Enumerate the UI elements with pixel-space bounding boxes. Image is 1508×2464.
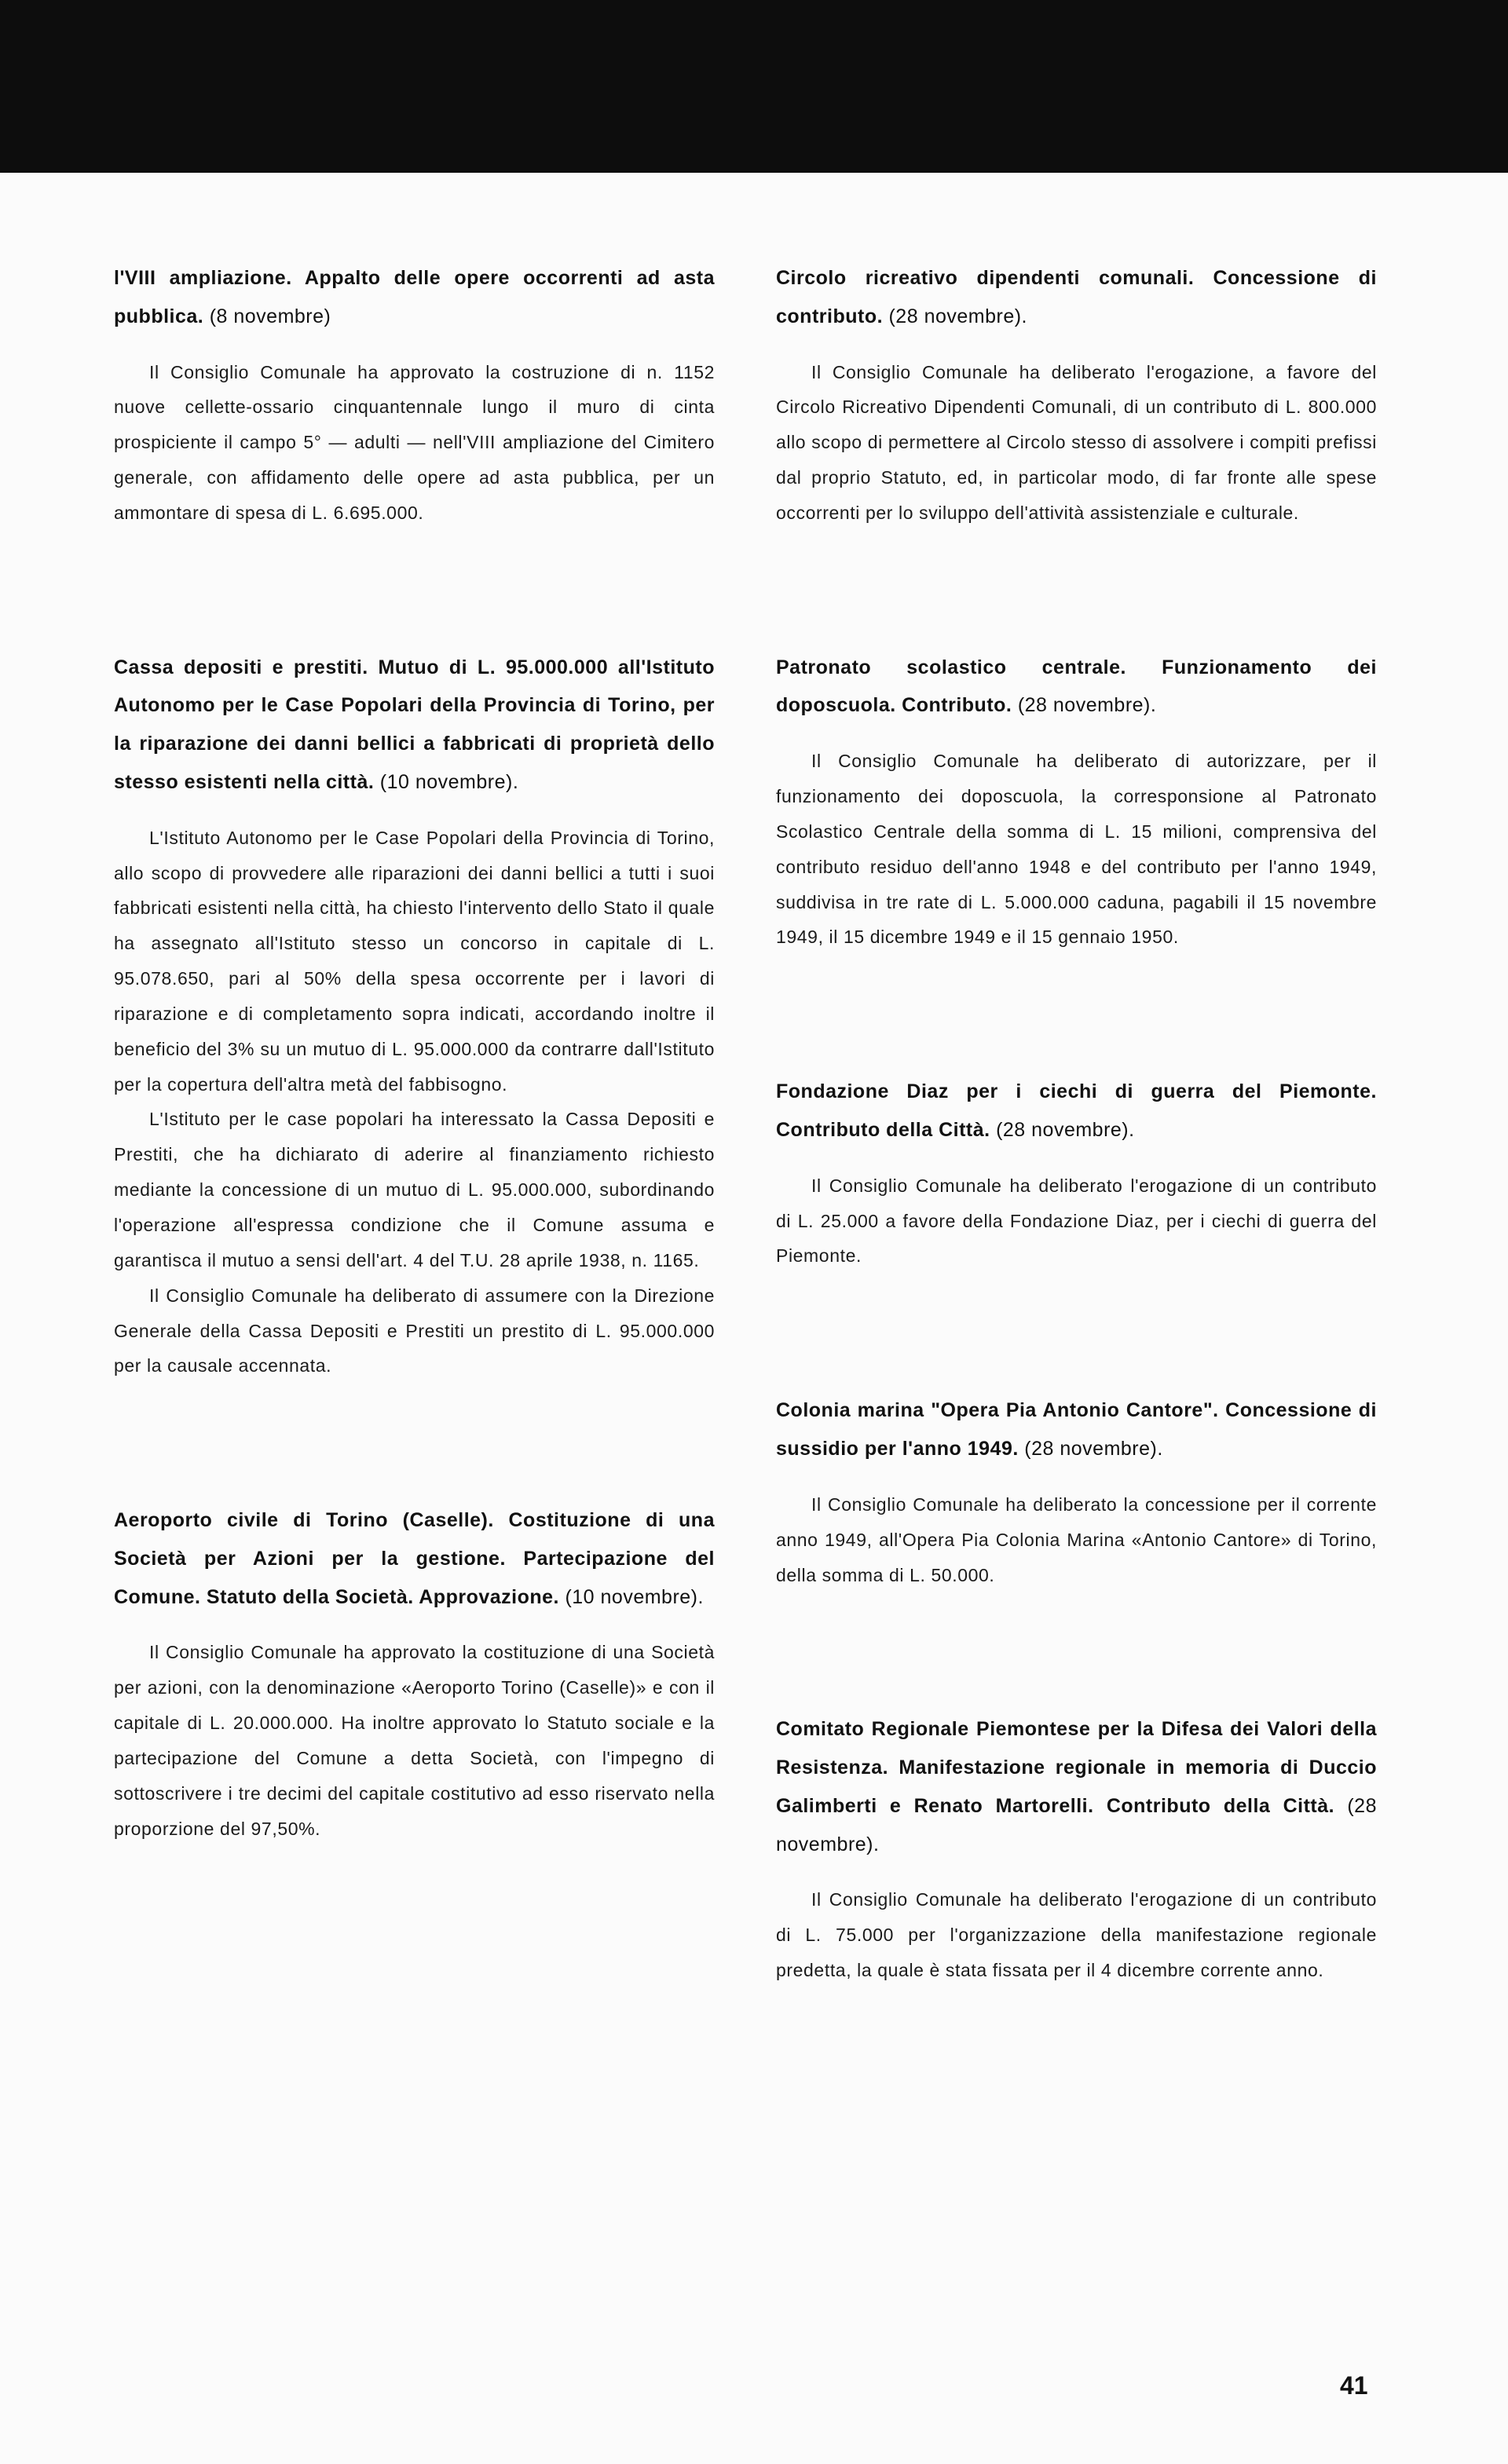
article-paragraph: Il Consiglio Comunale ha deliberato l'erogazione di un contributo di L. 25.000 a favore della Fondazione Diaz, per i ciechi di guerra del Piemonte. <box>776 1175 1377 1267</box>
article-paragraph: Il Consiglio Comunale ha deliberato di autorizzare, per il funzionamento dei doposcuola, la corresponsione al Patronato Scolastico Centrale della somma di L. 15 milioni, comprensiva del contributo residuo dell'anno 1948 e del contributo per l'anno 1949, suddivisa in tre rate di L. 5.000.000 caduna, pagabili il 15 novembre 1949, il 15 dicembre 1949 e il 15 gennaio 1950. <box>776 751 1377 948</box>
article-paragraph: L'Istituto per le case popolari ha interessato la Cassa Depositi e Prestiti, che ha dichiarato di aderire al finanziamento richiesto mediante la concessione di un mutuo di L. 95.000.000, subordinando l'operazione all'espressa condizione che il Comune assuma e garantisca il mutuo a sensi dell'art. 4 del T.U. 28 aprile 1938, n. 1165. <box>114 1109 715 1270</box>
article-circolo <box>776 259 1377 531</box>
article-date: (8 novembre) <box>209 305 331 327</box>
article-patronato <box>776 649 1377 956</box>
article-paragraph: Il Consiglio Comunale ha deliberato la concessione per il corrente anno 1949, all'Opera Pia Colonia Marina «Antonio Cantore» di Torino, della somma di L. 50.000. <box>776 1493 1377 1585</box>
article-colonia-marina <box>776 1391 1377 1592</box>
article-date: (28 novembre). <box>1024 1438 1163 1460</box>
article-paragraph: L'Istituto Autonomo per le Case Popolari della Provincia di Torino, allo scopo di provvedere alle riparazioni dei danni bellici a tutti i suoi fabbricati esistenti nella città, ha chiesto l'intervento dello Stato il quale ha assegnato all'Istituto stesso un concorso in capitale di L. 95.078.650, pari al 50% della spesa occorrente per i lavori di riparazione e di completamento sopra indicati, accordando inoltre il beneficio del 3% su un mutuo di L. 95.000.000 da contrarre dall'Istituto per la copertura dell'altra metà del fabbisogno. <box>114 827 715 1095</box>
left-column <box>114 259 715 1847</box>
article-date: (28 novembre). <box>1017 694 1157 717</box>
article-cimitero <box>114 259 715 531</box>
article-paragraph: Il Consiglio Comunale ha deliberato di assumere con la Direzione Generale della Cassa Depositi e Prestiti un prestito di L. 95.000.000 per la causale accennata. <box>114 1285 715 1376</box>
article-headline: Patronato scolastico centrale. Funzionamento dei doposcuola. Contributo. (28 novembre). <box>776 656 1377 717</box>
article-fondazione-diaz <box>776 1073 1377 1274</box>
article-date: (28 novembre). <box>888 305 1028 327</box>
scan-top-border <box>0 0 1508 173</box>
article-headline: Aeroporto civile di Torino (Caselle). Costituzione di una Società per Azioni per la gestione. Partecipazione del Comune. Statuto della Società. Approvazione. (10 novembre). <box>114 1509 715 1608</box>
article-date: (28 novembre). <box>776 1794 1377 1855</box>
article-paragraph: Il Consiglio Comunale ha deliberato l'erogazione, a favore del Circolo Ricreativo Dipendenti Comunali, di un contributo di L. 800.000 allo scopo di permettere al Circolo stesso di assolvere i compiti prefissi dal proprio Statuto, ed, in particolar modo, di far fronte alle spese occorrenti per lo sviluppo dell'attività assistenziale e culturale. <box>776 361 1377 523</box>
right-column <box>776 259 1377 1988</box>
article-date: (10 novembre). <box>379 770 519 793</box>
page-number: 41 <box>1340 2371 1368 2400</box>
article-headline: Circolo ricreativo dipendenti comunali. Concessione di contributo. (28 novembre). <box>776 267 1377 327</box>
article-comitato-resistenza <box>776 1710 1377 1988</box>
article-headline: Cassa depositi e prestiti. Mutuo di L. 95.000.000 all'Istituto Autonomo per le Case Popolari della Provincia di Torino, per la riparazione dei danni bellici a fabbricati di proprietà dello stesso esistenti nella città. (10 novembre). <box>114 656 715 793</box>
article-headline: l'VIII ampliazione. Appalto delle opere occorrenti ad asta pubblica. (8 novembre) <box>114 267 715 327</box>
article-date: (10 novembre). <box>565 1585 704 1608</box>
article-paragraph: Il Consiglio Comunale ha approvato la costituzione di una Società per azioni, con la denominazione «Aeroporto Torino (Caselle)» e con il capitale di L. 20.000.000. Ha inoltre approvato lo Statuto sociale e la partecipazione del Comune a detta Società, con l'impegno di sottoscrivere i tre decimi del capitale costitutivo ad esso riservato nella proporzione del 97,50%. <box>114 1642 715 1839</box>
article-headline: Fondazione Diaz per i ciechi di guerra del Piemonte. Contributo della Città. (28 novembre). <box>776 1080 1377 1142</box>
article-headline: Comitato Regionale Piemontese per la Difesa dei Valori della Resistenza. Manifestazione regionale in memoria di Duccio Galimberti e Renato Martorelli. Contributo della Città. (28 novembre). <box>776 1718 1377 1855</box>
article-aeroporto <box>114 1501 715 1846</box>
article-paragraph: Il Consiglio Comunale ha approvato la costruzione di n. 1152 nuove cellette-ossario cinquantennale lungo il muro di cinta prospiciente il campo 5° — adulti — nell'VIII ampliazione del Cimitero generale, con affidamento delle opere ad asta pubblica, per un ammontare di spesa di L. 6.695.000. <box>114 361 715 523</box>
article-paragraph: Il Consiglio Comunale ha deliberato l'erogazione di un contributo di L. 75.000 per l'organizzazione della manifestazione regionale predetta, la quale è stata fissata per il 4 dicembre corrente anno. <box>776 1889 1377 1981</box>
article-headline: Colonia marina "Opera Pia Antonio Cantore". Concessione di sussidio per l'anno 1949. (28 novembre). <box>776 1399 1377 1460</box>
article-cassa-depositi <box>114 649 715 1384</box>
article-date: (28 novembre). <box>996 1119 1135 1142</box>
